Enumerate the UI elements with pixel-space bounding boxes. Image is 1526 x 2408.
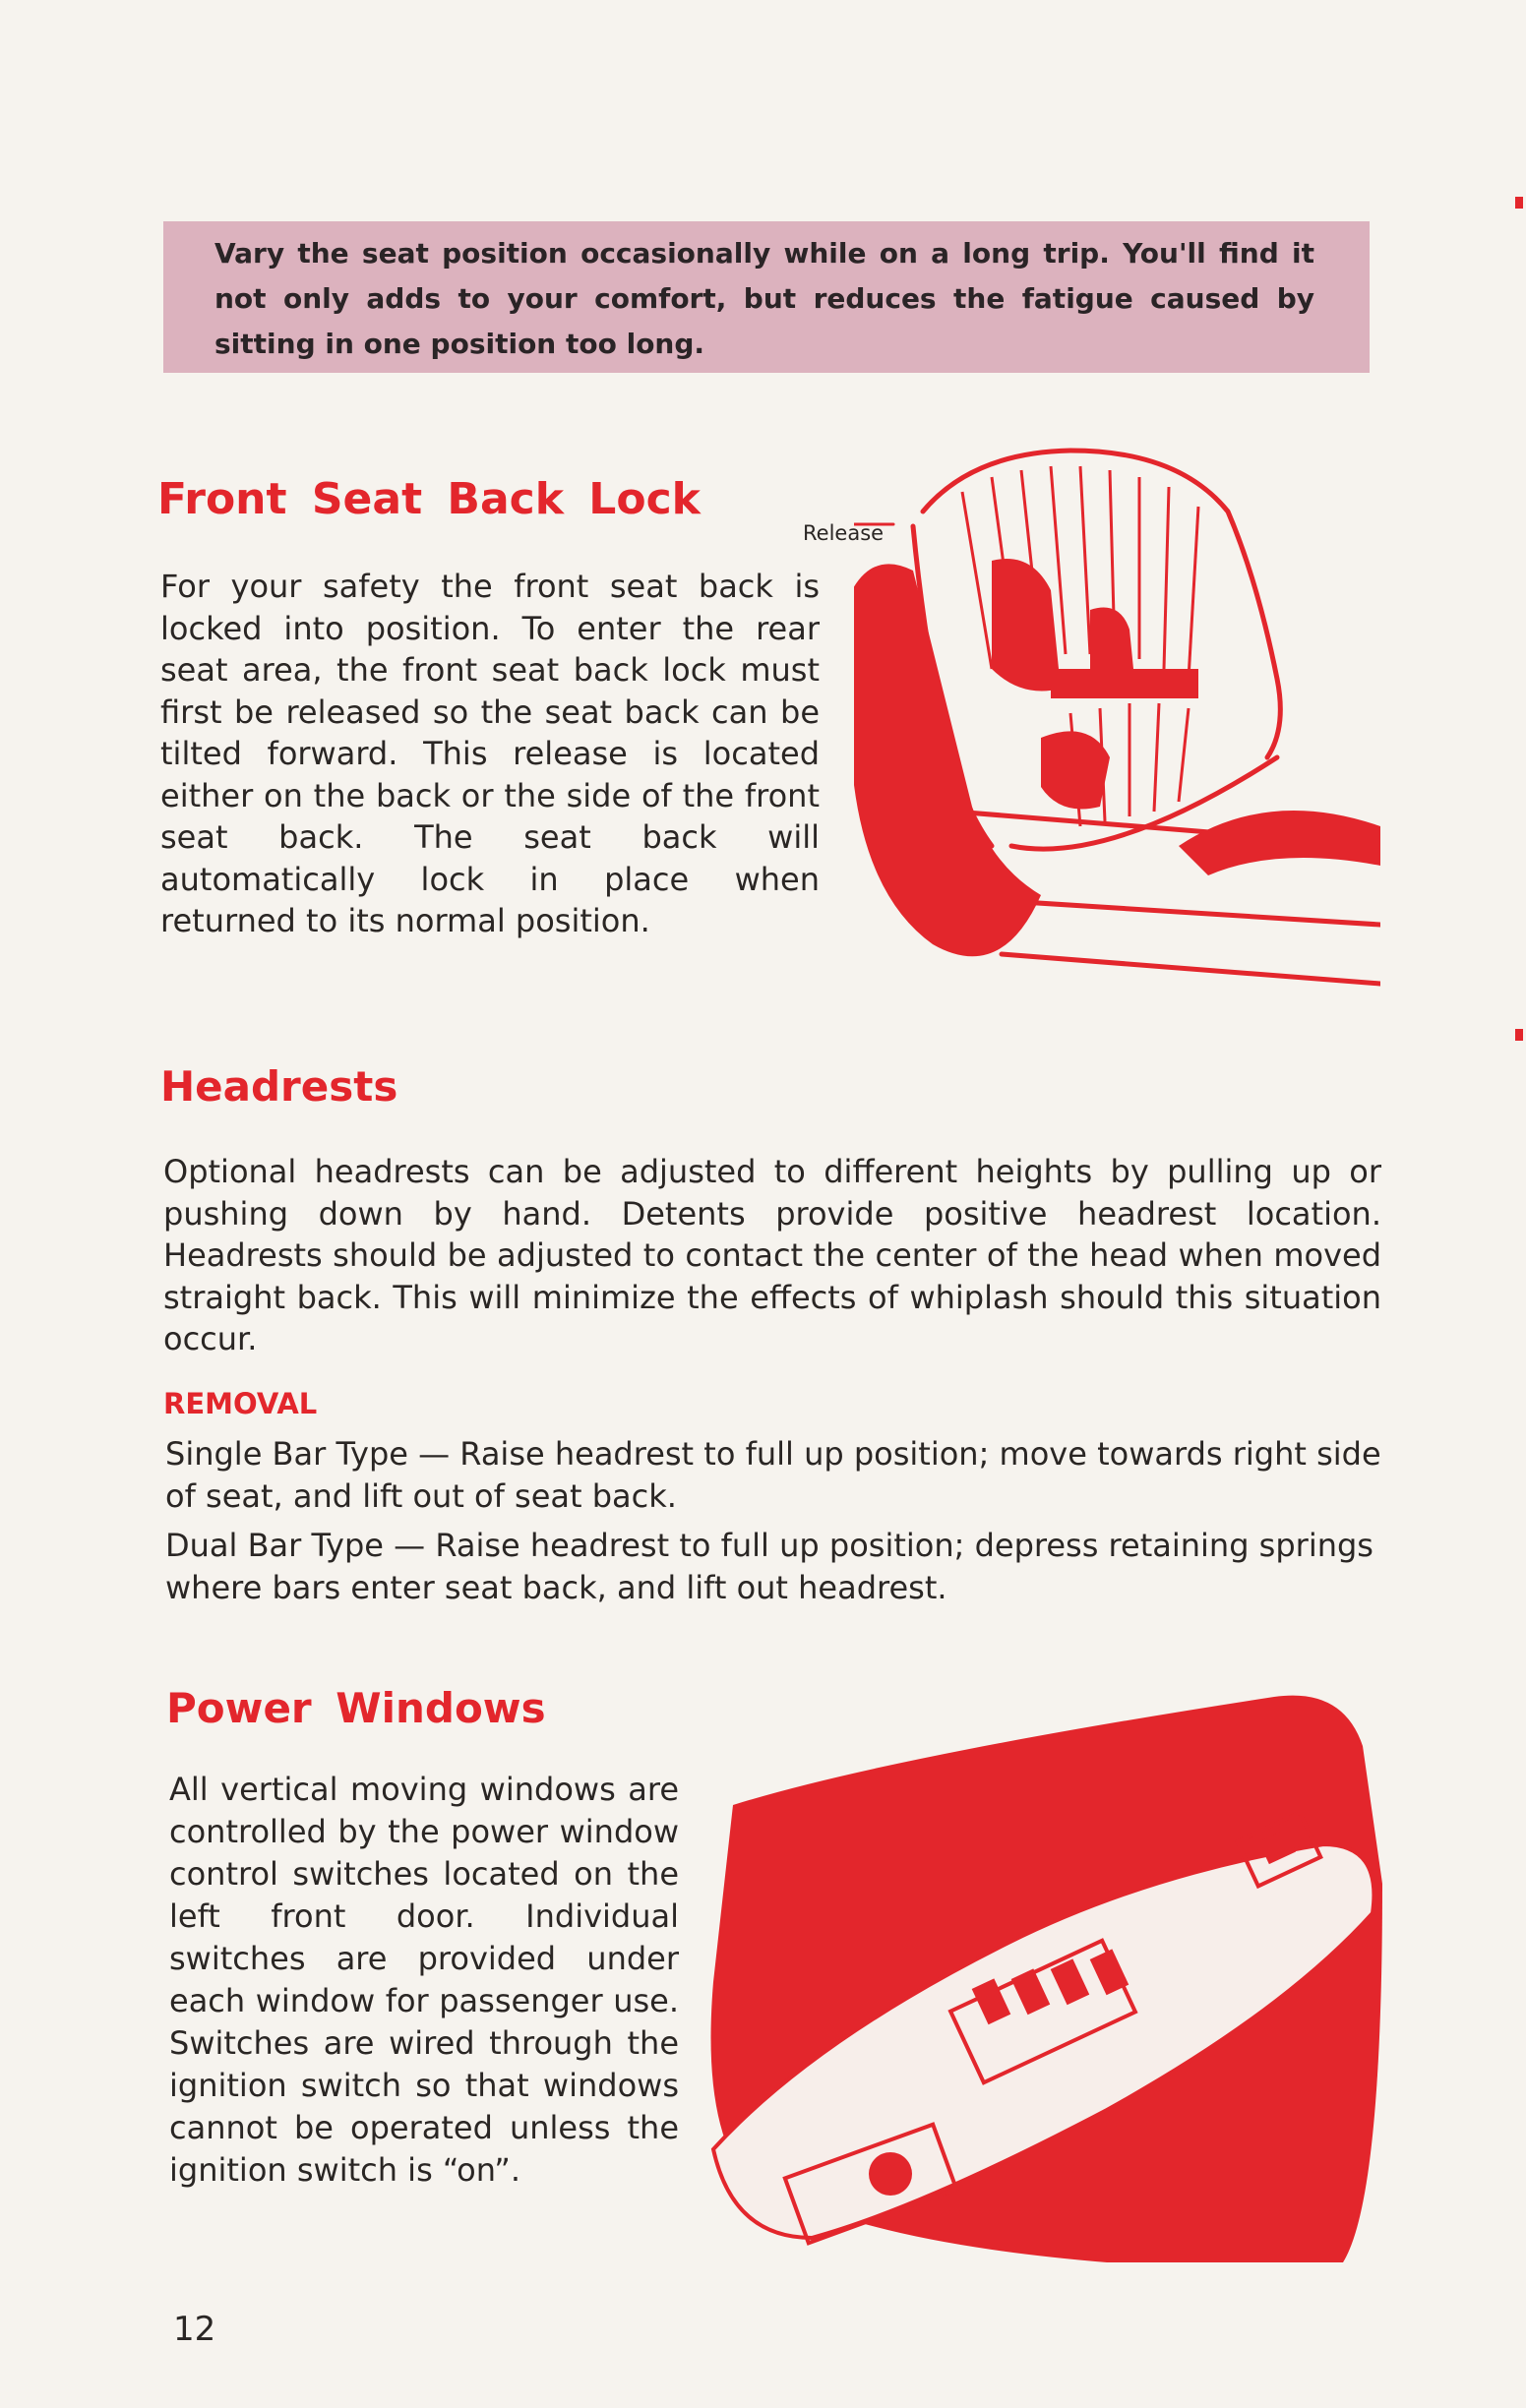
power-windows-body: All vertical moving windows are controlled by the power window control switches located on the left front door. Individual switches are provided under each window for passenger use. Switches are wired through the ignition switch so that windows cannot be operated unless the ignition switch is “on”.: [169, 1771, 679, 2189]
page-number: 12: [173, 2310, 216, 2349]
front-seat-heading: Front Seat Back Lock: [157, 474, 701, 524]
seat-back-illustration: [854, 433, 1380, 989]
removal-heading: REMOVAL: [163, 1387, 318, 1420]
front-seat-body: For your safety the front seat back is locked into position. To enter the rear seat area, the front seat back lock must first be released so the seat back can be tilted forward. This release is located either on the back or the side of the front seat back. The seat back will automatically lock in place when returned to its normal position.: [160, 568, 820, 939]
power-windows-heading: Power Windows: [166, 1684, 546, 1732]
edge-mark: [1515, 1029, 1523, 1041]
tip-box: [163, 221, 1370, 373]
edge-mark: [1515, 197, 1523, 209]
headrests-heading: Headrests: [160, 1062, 398, 1111]
release-label: Release: [803, 521, 885, 545]
headrests-body: Optional headrests can be adjusted to different heights by pulling up or pushing down by hand. Detents provide positive headrest location. Headrests should be adjusted to contact the center of the head when moved straight back. This will minimize the effects of whiplash should this situation occur.: [163, 1153, 1381, 1357]
tip-text: Vary the seat position occasionally while on a long trip. You'll find it not only adds to your comfort, but reduces the fatigue caused by sitting in one position too long.: [214, 237, 1314, 360]
dual-bar-instructions: Dual Bar Type — Raise headrest to full up position; depress retaining springs where bars enter seat back, and lift out headrest.: [165, 1527, 1373, 1606]
power-window-switch-illustration: [694, 1687, 1382, 2262]
single-bar-instructions: Single Bar Type — Raise headrest to full up position; move towards right side of seat, and lift out of seat back.: [165, 1435, 1381, 1515]
